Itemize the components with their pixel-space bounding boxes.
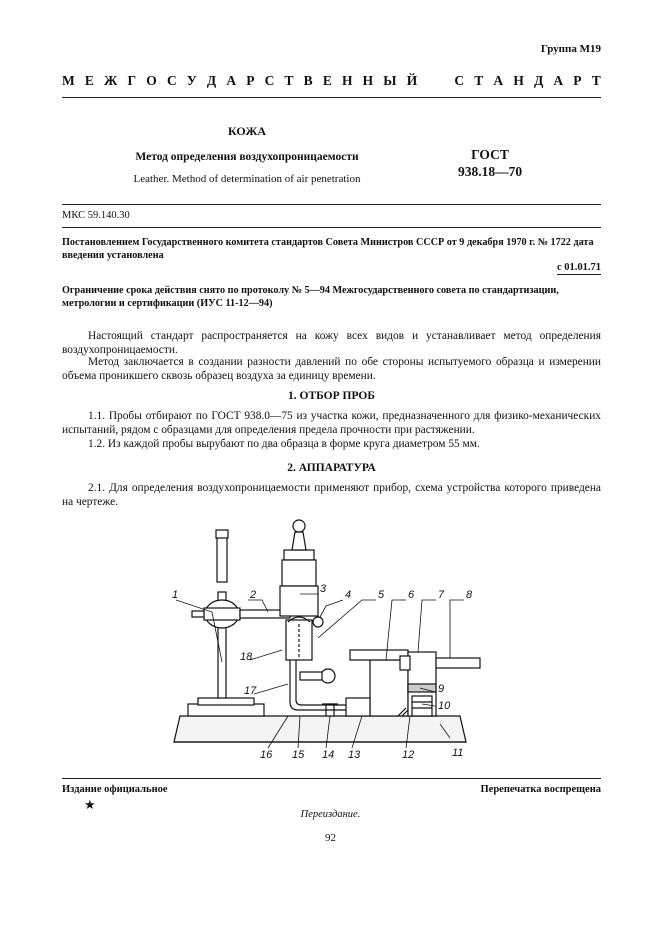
intro-paragraph-2: Метод заключается в создании разности давлений по обе стороны испытуемого образца и измерении объема проникшего сквозь образец воздуха за единицу времени. <box>62 356 601 382</box>
page-number: 92 <box>325 832 336 844</box>
banner-letter: Р <box>573 73 582 88</box>
banner-letter: Е <box>84 73 94 88</box>
diagram-label-15: 15 <box>292 749 305 761</box>
paragraph-1-2: 1.2. Из каждой пробы вырубают по два образца в форме круга диаметром 55 мм. <box>88 438 480 450</box>
banner-letter <box>441 73 444 89</box>
resolution-text: Постановлением Государственного комитета стандартов Совета Министров СССР от 9 декабря 1970 г. № 1722 дата введения установлена <box>62 237 594 261</box>
banner-letter: Т <box>284 73 294 88</box>
diagram-label-12: 12 <box>402 749 415 761</box>
banner-letter: Т <box>474 73 484 88</box>
diagram-label-5: 5 <box>378 589 385 601</box>
gost-number: 938.18—70 <box>457 164 523 179</box>
apparatus-diagram <box>150 512 490 767</box>
group-code: Группа М19 <box>540 43 601 55</box>
footer-rule <box>62 778 601 779</box>
banner-letter: Т <box>591 73 601 88</box>
official-edition: Издание официальное <box>62 784 168 795</box>
banner-letter: Н <box>513 73 524 88</box>
banner-letter: Е <box>322 73 332 88</box>
title-block <box>62 124 432 185</box>
diagram-label-3: 3 <box>320 583 327 595</box>
diagram-label-1: 1 <box>172 589 179 601</box>
paragraph-2-1: 2.1. Для определения воздухопроницаемости применяют прибор, схема устройства которого приведена на чертеже. <box>62 482 601 508</box>
banner-letter: Д <box>206 73 217 88</box>
mks-code: МКС 59.140.30 <box>62 210 130 221</box>
banner-letter: А <box>493 73 504 88</box>
banner-letter: Н <box>362 73 374 88</box>
diagram-label-14: 14 <box>322 749 335 761</box>
standard-banner <box>62 73 601 89</box>
diagram-label-17: 17 <box>244 685 257 697</box>
introduction-date: с 01.01.71 <box>556 262 601 273</box>
diagram-label-4: 4 <box>345 589 352 601</box>
banner-letter: Г <box>127 73 137 88</box>
diagram-label-16: 16 <box>260 749 273 761</box>
banner-letter: В <box>303 73 313 88</box>
mks-rule <box>62 227 601 228</box>
banner-letter: У <box>186 73 197 88</box>
banner-letter: С <box>454 73 465 88</box>
reprint-notice: Перепечатка воспрещена <box>480 784 601 795</box>
banner-letter: Ы <box>383 73 397 88</box>
banner-letter <box>427 73 430 89</box>
title-rule <box>62 204 601 205</box>
banner-letter: Р <box>246 73 255 88</box>
english-title: Leather. Method of determination of air penetration <box>133 173 361 185</box>
star-icon: ★ <box>84 797 96 812</box>
banner-letter: Д <box>533 73 544 88</box>
section-1-title: 1. ОТБОР ПРОБ <box>288 390 375 402</box>
diagram-label-18: 18 <box>240 651 253 663</box>
banner-letter: С <box>264 73 275 88</box>
banner-letter: М <box>62 73 75 88</box>
reissue-note: Переиздание. <box>300 809 361 820</box>
gost-designation <box>440 146 540 180</box>
banner-letter: Ж <box>104 73 118 88</box>
banner-letter: А <box>553 73 564 88</box>
restriction-text: Ограничение срока действия снято по протоколу № 5—94 Межгосударственного совета по стандартизации, метрологии и сертификации (ИУС 11-12—94) <box>62 285 559 309</box>
section-2-title: 2. АППАРАТУРА <box>287 462 376 474</box>
banner-letter: С <box>166 73 177 88</box>
diagram-label-13: 13 <box>348 749 361 761</box>
document-subtitle: Метод определения воздухопроницаемости <box>135 151 359 163</box>
banner-letter: О <box>146 73 157 88</box>
diagram-label-9: 9 <box>438 683 445 695</box>
diagram-label-2: 2 <box>250 589 257 601</box>
banner-letter: А <box>226 73 237 88</box>
banner-letter: Н <box>341 73 353 88</box>
diagram-label-11: 11 <box>452 747 464 759</box>
diagram-label-7: 7 <box>438 589 445 601</box>
paragraph-1-1: 1.1. Пробы отбирают по ГОСТ 938.0—75 из участка кожи, предназначенного для физико-механических испытаний, рядом с образцами для определения предела прочности при растяжении. <box>62 410 601 436</box>
diagram-label-10: 10 <box>438 700 451 712</box>
gost-label: ГОСТ <box>471 147 509 162</box>
document-title: КОЖА <box>228 124 266 138</box>
header-rule <box>62 97 601 98</box>
diagram-label-6: 6 <box>408 589 415 601</box>
banner-letter: Й <box>406 73 418 88</box>
intro-paragraph-1: Настоящий стандарт распространяется на кожу всех видов и устанавливает метод определения воздухопроницаемости. <box>62 330 601 356</box>
diagram-label-8: 8 <box>466 589 473 601</box>
